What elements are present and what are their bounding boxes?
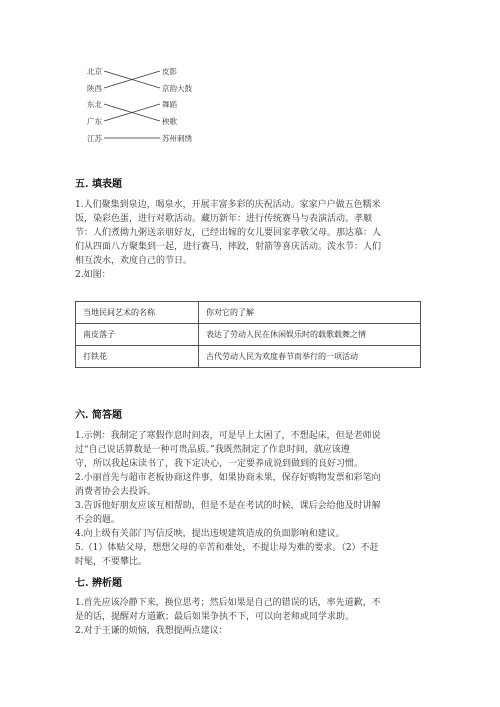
match-left-2: 陕西: [87, 84, 102, 93]
text-line: 2.小丽首先与超市老板协商这件事，如果协商未果，保存好购物发票和彩笔向: [75, 473, 381, 483]
text-line: 时髦，不要攀比。: [75, 557, 148, 567]
text-line: 1.人们聚集到泉边，喝泉水，开展丰富多彩的庆祝活动。家家户户做五色糯米: [75, 200, 381, 210]
section7-answers: [75, 596, 430, 638]
text-line: 是的话，提醒对方道歉；最后如果争执不下，可以向老师或同学求助。: [75, 612, 355, 622]
text-line: 过“自己说话算数是一种可贵品质。”我既然制定了作息时间，就应该遵: [75, 445, 350, 455]
match-left-3: 东北: [87, 100, 102, 109]
text-line: 1.首先应该冷静下来，换位思考；然后如果是自己的错误的话，率先道歉，不: [75, 598, 381, 608]
text-line: 2.如图：: [75, 270, 111, 280]
match-left-4: 广东: [87, 117, 102, 126]
match-left-1: 北京: [87, 67, 102, 76]
table-header-cell: 你对它的了解: [199, 302, 421, 324]
section6-answers: [75, 429, 430, 569]
text-line: 守，所以我起床读书了，我下定决心，一定要养成说到做到的良好习惯。: [75, 459, 364, 469]
table-cell: 表达了劳动人民在休闲娱乐时的载歌载舞之情: [199, 324, 421, 346]
section-heading-short-answer: 六. 简答题: [75, 410, 122, 421]
matching-exercise: [80, 64, 210, 144]
match-right-5: 苏州刺绣: [162, 134, 192, 143]
text-line: 不会的题。: [75, 515, 121, 525]
table-header-row: [76, 302, 421, 324]
match-right-4: 秧歌: [162, 117, 177, 126]
text-line: 2.对于王谦的烦恼，我想提两点建议：: [75, 626, 228, 636]
text-line: 3.告诉他好朋友应该互相帮助，但是不是在考试的时候，课后会给他及时讲解: [75, 501, 381, 511]
table-row: [76, 324, 421, 346]
section-heading-fill-table: 五. 填表题: [75, 179, 122, 190]
section5-answer-1: [75, 198, 430, 282]
text-line: 饭，染彩色蛋，进行对歌活动。藏历新年：进行传统赛马与表演活动。孝顺: [75, 214, 373, 224]
table-header-cell: 当地民间艺术的名称: [76, 302, 199, 324]
text-line: 们从四面八方聚集到一起，进行赛马，摔跤，射箭等喜庆活动。泼水节：人们: [75, 242, 382, 252]
match-left-5: 江苏: [87, 134, 102, 143]
text-line: 消费者协会去投诉。: [75, 487, 157, 497]
table-cell: 古代劳动人民为欢度春节而举行的一项活动: [199, 346, 421, 368]
text-line: 5.（1）体贴父母，想想父母的辛苦和难处，不提让母为难的要求。（2）不赶: [75, 543, 379, 553]
folk-art-table: [75, 301, 421, 368]
text-line: 1.示例：我制定了寒假作息时间表，可是早上太困了，不想起床，但是老师说: [75, 431, 381, 441]
match-right-2: 京韵大鼓: [162, 84, 192, 93]
match-right-3: 舞蹈: [162, 100, 177, 109]
text-line: 相互泼水，欢度自己的节日。: [75, 256, 193, 266]
table-cell: 南皮落子: [76, 324, 199, 346]
table-cell: 打铁花: [76, 346, 199, 368]
text-line: 节：人们煮拗九粥送亲朋好友，已经出嫁的女儿要回家孝敬父母。那达慕：人: [75, 228, 382, 238]
text-line: 4.向上级有关部门写信反映，提出违规建筑造成的负面影响和建议。: [75, 529, 345, 539]
match-right-1: 皮影: [162, 67, 177, 76]
section-heading-analysis: 七. 辨析题: [75, 578, 122, 589]
table-row: [76, 346, 421, 368]
